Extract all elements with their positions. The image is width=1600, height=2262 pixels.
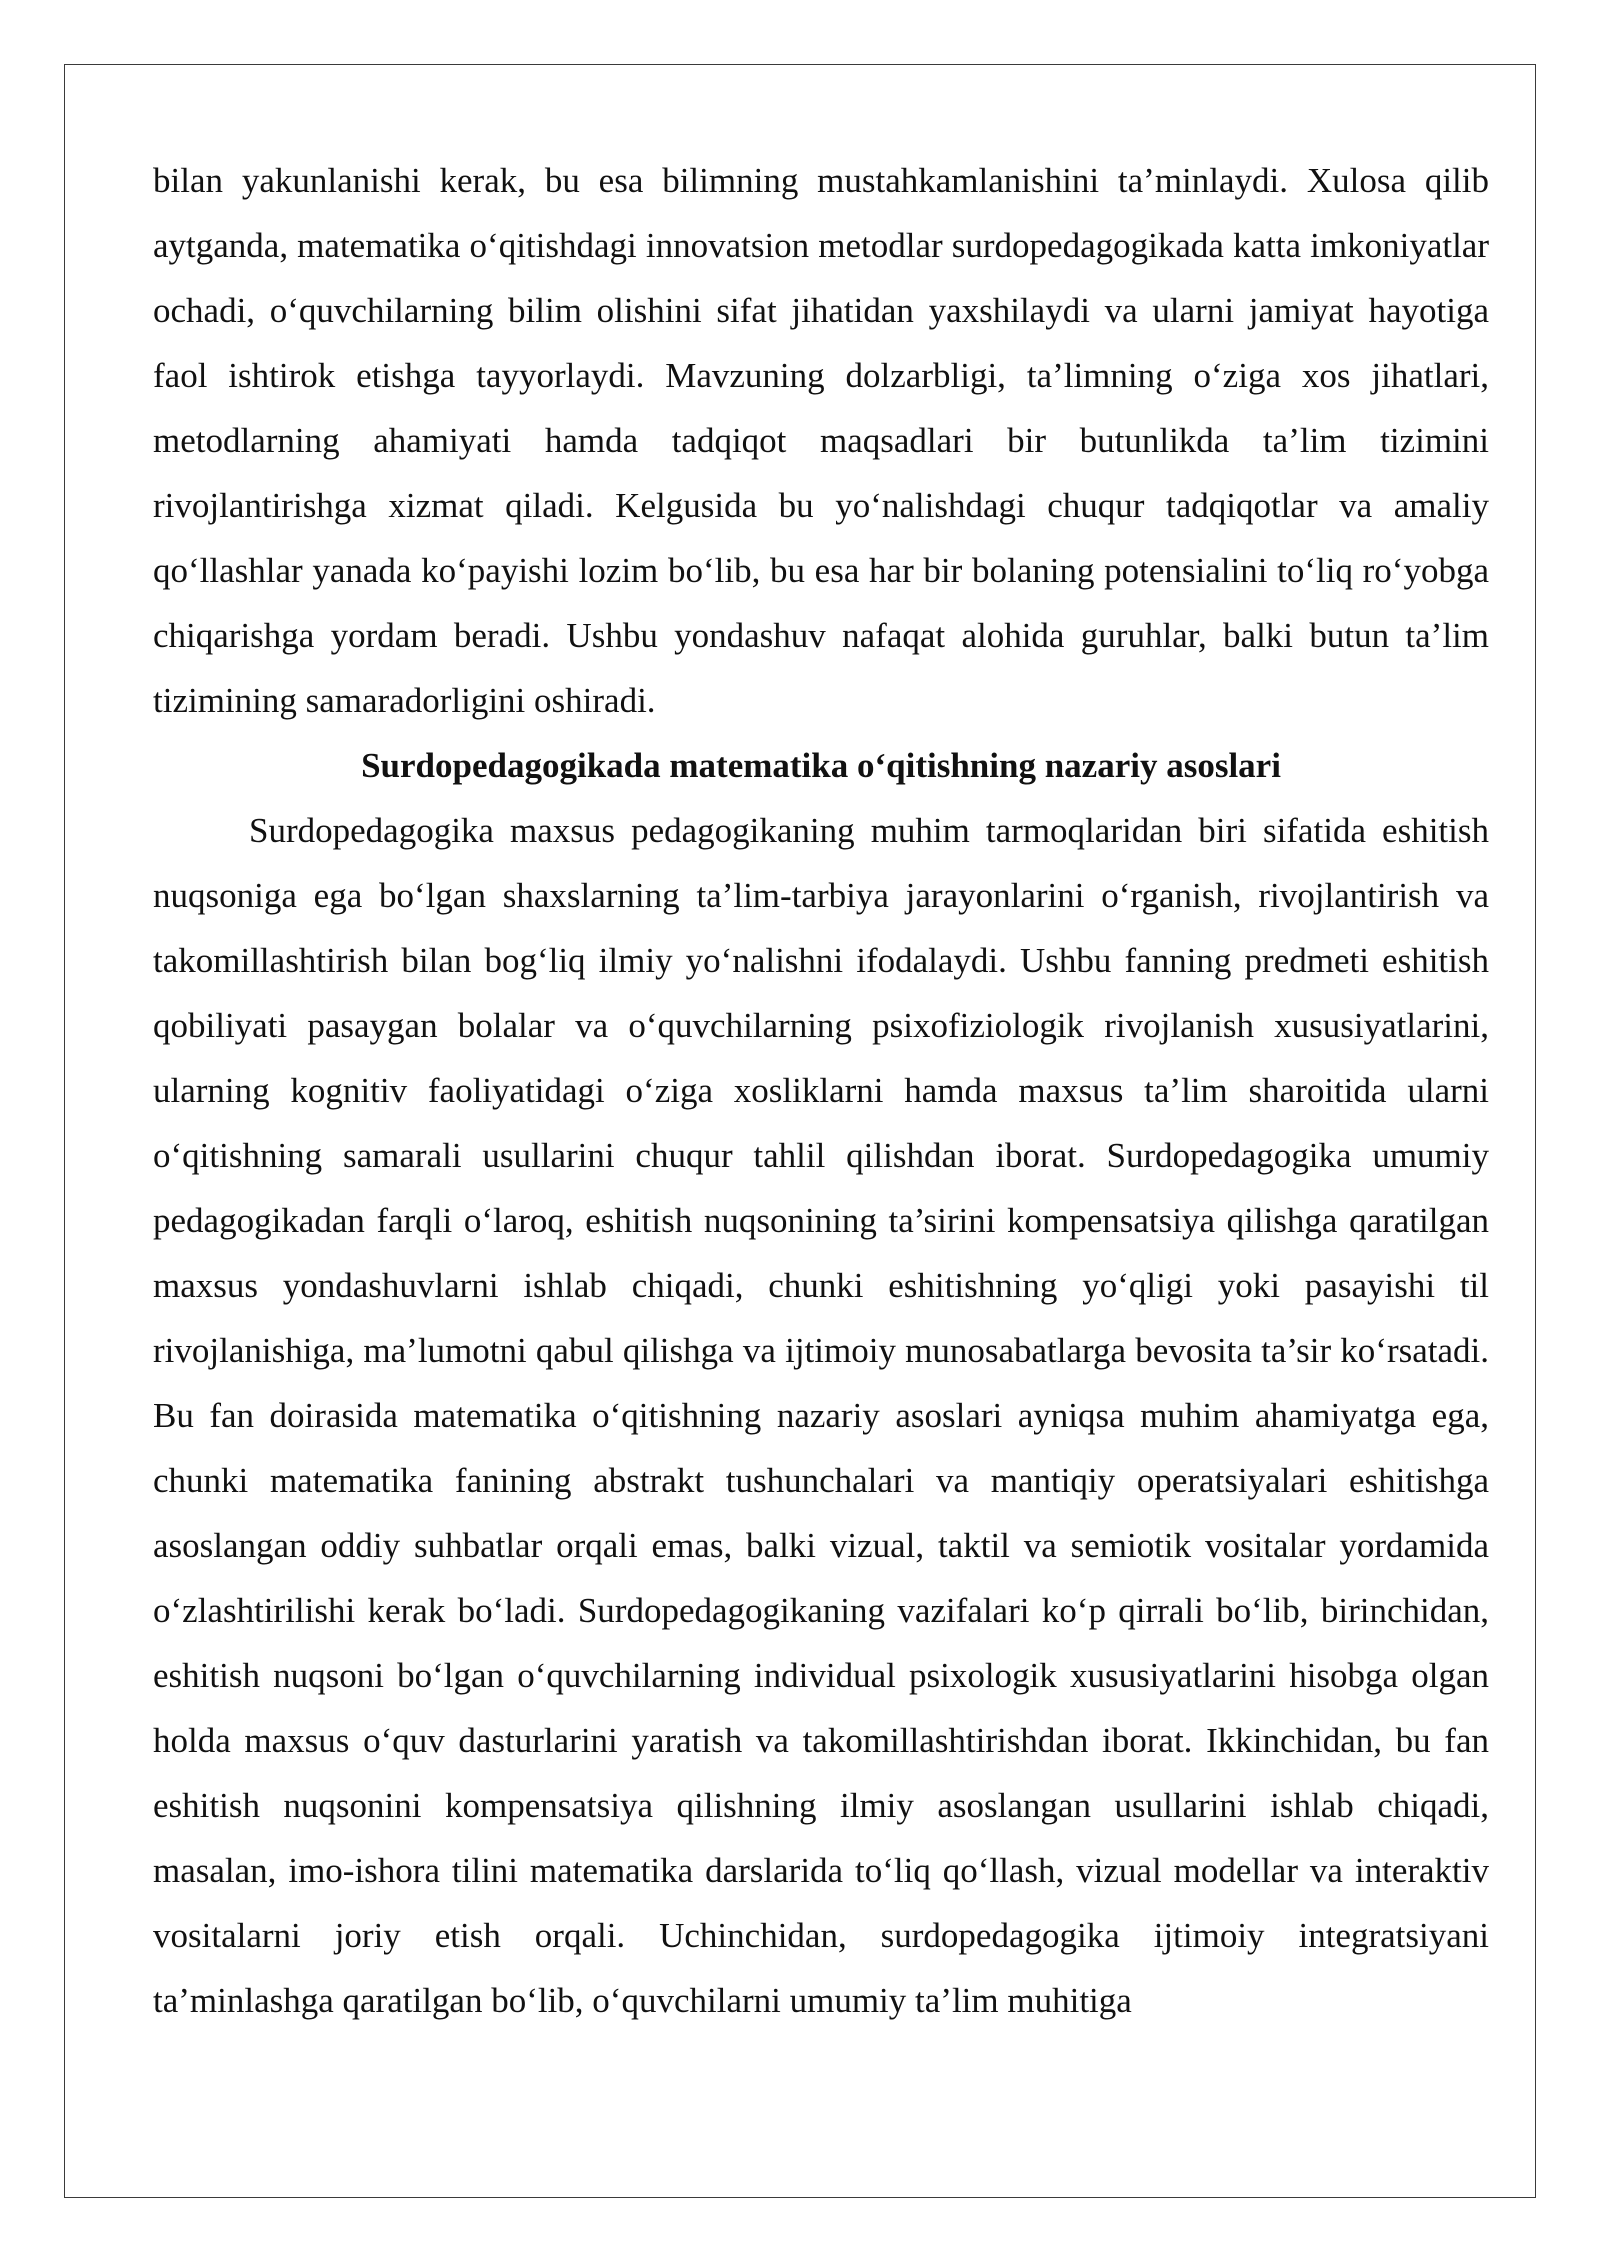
section-heading: Surdopedagogikada matematika o‘qitishning nazariy asoslari xyxy=(361,746,1281,785)
paragraph-continuation: bilan yakunlanishi kerak, bu esa bilimning mustahkamlanishini ta’minlaydi. Xulosa qilib aytganda, matematika o‘qitishdagi innovatsion metodlar surdopedagogikada katta imkoniyatlar ochadi, o‘quvchilarning bilim olishini sifat jihatidan yaxshilaydi va ularni jamiyat hayotiga faol ishtirok etishga tayyorlaydi. Mavzuning dolzarbligi, ta’limning o‘ziga xos jihatlari, metodlarning ahamiyati hamda tadqiqot maqsadlari bir butunlikda ta’lim tizimini rivojlantirishga xizmat qiladi. Kelgusida bu yo‘nalishdagi chuqur tadqiqotlar va amaliy qo‘llashlar yanada ko‘payishi lozim bo‘lib, bu esa har bir bolaning potensialini to‘liq ro‘yobga chiqarishga yordam beradi. Ushbu yondashuv nafaqat alohida guruhlar, balki butun ta’lim tizimining samaradorligini oshiradi. xyxy=(153,161,1489,720)
document-body xyxy=(153,148,1489,2033)
paragraph-theory: Surdopedagogika maxsus pedagogikaning muhim tarmoqlaridan biri sifatida eshitish nuqsoniga ega bo‘lgan shaxslarning ta’lim-tarbiya jarayonlarini o‘rganish, rivojlantirish va takomillashtirish bilan bog‘liq ilmiy yo‘nalishni ifodalaydi. Ushbu fanning predmeti eshitish qobiliyati pasaygan bolalar va o‘quvchilarning psixofiziologik rivojlanish xususiyatlarini, ularning kognitiv faoliyatidagi o‘ziga xosliklarni hamda maxsus ta’lim sharoitida ularni o‘qitishning samarali usullarini chuqur tahlil qilishdan iborat. Surdopedagogika umumiy pedagogikadan farqli o‘laroq, eshitish nuqsonining ta’sirini kompensatsiya qilishga qaratilgan maxsus yondashuvlarni ishlab chiqadi, chunki eshitishning yo‘qligi yoki pasayishi til rivojlanishiga, ma’lumotni qabul qilishga va ijtimoiy munosabatlarga bevosita ta’sir ko‘rsatadi. Bu fan doirasida matematika o‘qitishning nazariy asoslari ayniqsa muhim ahamiyatga ega, chunki matematika fanining abstrakt tushunchalari va mantiqiy operatsiyalari eshitishga asoslangan oddiy suhbatlar orqali emas, balki vizual, taktil va semiotik vositalar yordamida o‘zlashtirilishi kerak bo‘ladi. Surdopedagogikaning vazifalari ko‘p qirrali bo‘lib, birinchidan, eshitish nuqsoni bo‘lgan o‘quvchilarning individual psixologik xususiyatlarini hisobga olgan holda maxsus o‘quv dasturlarini yaratish va takomillashtirishdan iborat. Ikkinchidan, bu fan eshitish nuqsonini kompensatsiya qilishning ilmiy asoslangan usullarini ishlab chiqadi, masalan, imo-ishora tilini matematika darslarida to‘liq qo‘llash, vizual modellar va interaktiv vositalarni joriy etish orqali. Uchinchidan, surdopedagogika ijtimoiy integratsiyani ta’minlashga qaratilgan bo‘lib, o‘quvchilarni umumiy ta’lim muhitiga xyxy=(153,811,1489,2020)
